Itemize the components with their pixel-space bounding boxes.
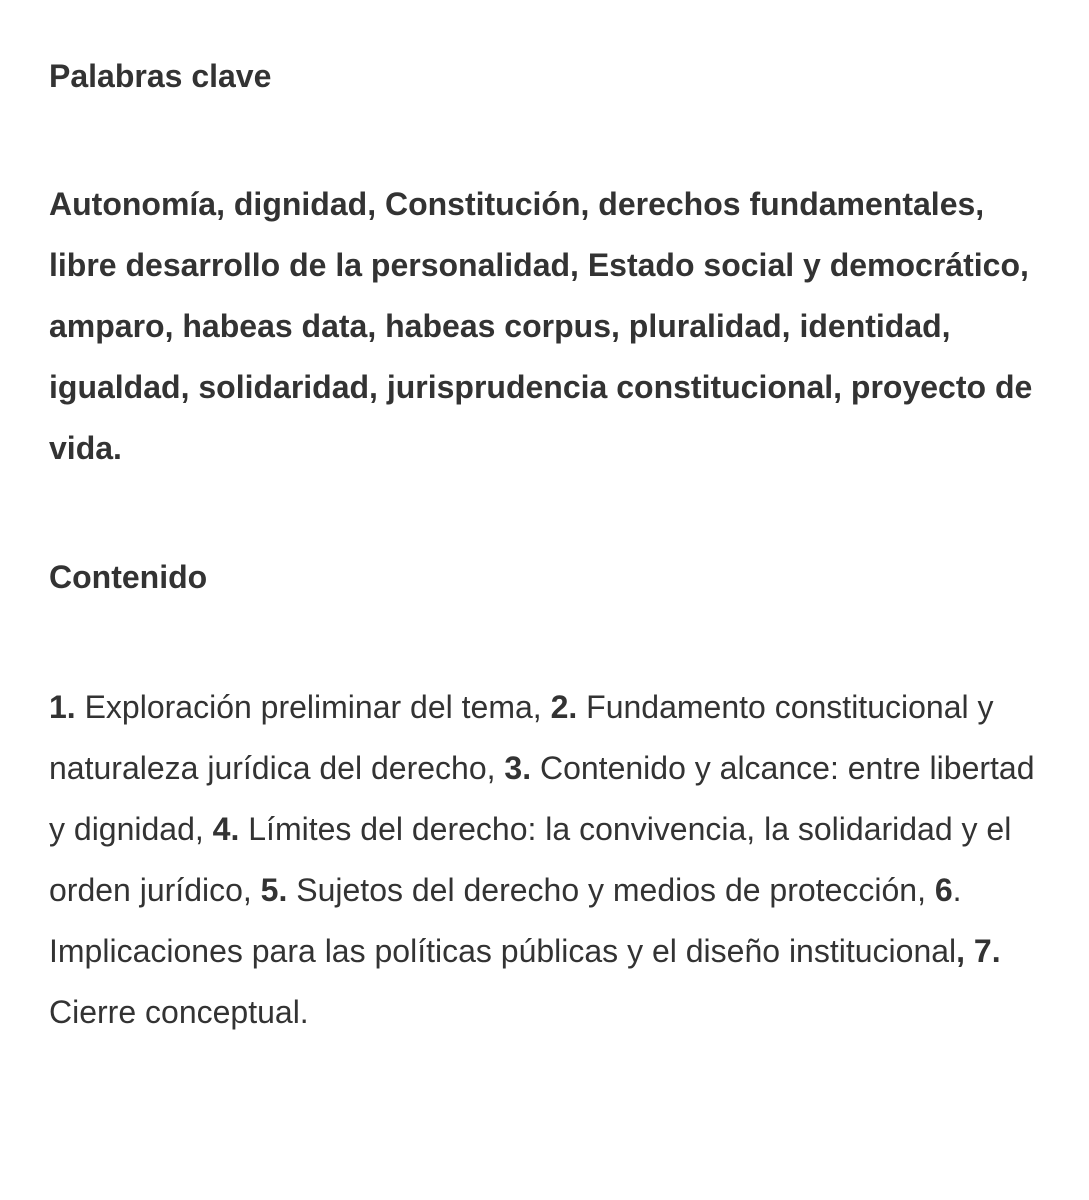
toc-item-3-number: 3. (504, 750, 532, 786)
toc-item-4-number: 4. (212, 811, 240, 847)
toc-item-1-number: 1. (49, 689, 76, 725)
toc-item-2-number: 2. (550, 689, 578, 725)
toc-item-6-text: . Implicaciones para las políticas públicas y el diseño institucional (49, 872, 962, 969)
toc-item-3-text: Contenido y alcance: entre libertad y dignidad, (49, 750, 1035, 847)
toc-item-7-text: Cierre conceptual. (49, 994, 309, 1030)
contents-heading: Contenido (49, 559, 208, 595)
toc-item-2-text: Fundamento constitucional y naturaleza jurídica del derecho, (49, 689, 994, 786)
toc-item-5-text: Sujetos del derecho y medios de protección, (287, 872, 935, 908)
keywords-text: Autonomía, dignidad, Constitución, derechos fundamentales, libre desarrollo de la personalidad, Estado social y democrático, amparo, habeas data, habeas corpus, pluralidad, identidad, igualdad, solidaridad, jurisprudencia constitucional, proyecto de vida. (49, 186, 1033, 466)
toc-item-5-number: 5. (260, 872, 288, 908)
toc-item-4-text: Límites del derecho: la convivencia, la solidaridad y el orden jurídico, (49, 811, 1012, 908)
toc-item-1-text: Exploración preliminar del tema, (75, 689, 551, 725)
toc-item-6-number: 6 (934, 872, 953, 908)
keywords-heading: Palabras clave (49, 58, 272, 94)
contents-list (49, 677, 1049, 1043)
toc-item-7-number: , 7. (956, 933, 1001, 969)
